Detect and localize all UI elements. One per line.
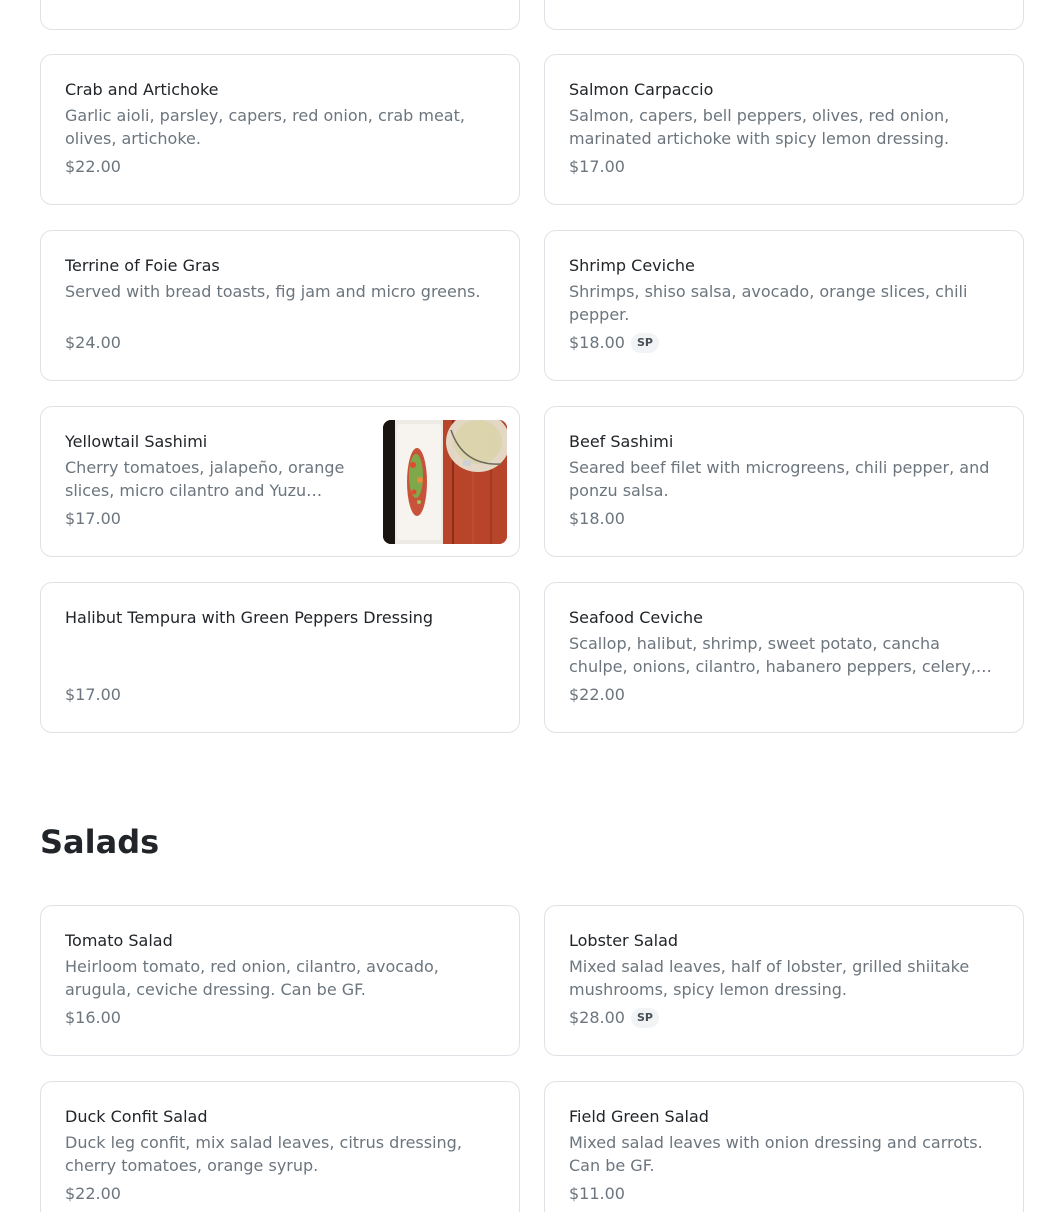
menu-item-price: $17.00 — [569, 157, 625, 176]
menu-item-title: Duck Confit Salad — [65, 1107, 208, 1126]
menu-item-title: Tomato Salad — [65, 931, 173, 950]
menu-item-description: Mixed salad leaves with onion dressing and carrots. Can be GF. — [569, 1133, 983, 1175]
section-title-salads: Salads — [40, 823, 160, 861]
menu-item-card[interactable] — [40, 582, 520, 733]
menu-item-title: Shrimp Ceviche — [569, 256, 695, 275]
menu-item-price-row — [569, 1183, 999, 1205]
menu-item-title: Lobster Salad — [569, 931, 679, 950]
menu-item-title: Crab and Artichoke — [65, 80, 219, 99]
yellowtail-sashimi-photo[interactable] — [383, 420, 507, 544]
menu-item-description: Duck leg confit, mix salad leaves, citrus dressing, cherry tomatoes, orange syrup. — [65, 1133, 462, 1175]
menu-item-price-row — [569, 508, 999, 530]
menu-item-title: Salmon Carpaccio — [569, 80, 714, 99]
menu-item-description — [65, 633, 495, 678]
menu-item-price: $17.00 — [65, 509, 121, 528]
menu-item-price-row — [65, 684, 495, 706]
menu-item-title: Beef Sashimi — [569, 432, 674, 451]
menu-item-price: $17.00 — [65, 685, 121, 704]
menu-item-price-row — [65, 156, 495, 178]
dish-photo-illustration — [383, 420, 507, 544]
menu-item-price-row — [65, 1007, 495, 1029]
menu-item-price-row — [569, 156, 999, 178]
menu-item-price-row — [65, 1183, 495, 1205]
spicy-badge: SP — [631, 333, 659, 353]
menu-item-description: Cherry tomatoes, jalapeño, orange slices, micro cilantro and Yuzu… — [65, 458, 345, 500]
menu-item-card[interactable] — [544, 230, 1024, 381]
menu-item-title: Yellowtail Sashimi — [65, 432, 208, 451]
menu-item-price: $22.00 — [569, 685, 625, 704]
menu-grid-salads — [40, 905, 1024, 1212]
menu-item-price: $24.00 — [65, 333, 121, 352]
menu-item-description: Seared beef filet with microgreens, chili pepper, and ponzu salsa. — [569, 458, 990, 500]
menu-item-card[interactable] — [40, 905, 520, 1056]
menu-item-price: $28.00 — [569, 1008, 625, 1027]
menu-item-description: Shrimps, shiso salsa, avocado, orange slices, chili pepper. — [569, 282, 968, 324]
menu-item-card[interactable] — [544, 54, 1024, 205]
menu-item-card[interactable] — [40, 54, 520, 205]
menu-item-card[interactable] — [544, 582, 1024, 733]
menu-item-price-row — [569, 684, 999, 706]
menu-item-description: Garlic aioli, parsley, capers, red onion, crab meat, olives, artichoke. — [65, 106, 465, 148]
menu-item-price-row — [569, 332, 999, 354]
menu-item-price: $22.00 — [65, 1184, 121, 1203]
menu-item-price: $18.00 — [569, 333, 625, 352]
menu-item-price: $18.00 — [569, 509, 625, 528]
menu-item-card[interactable] — [40, 1081, 520, 1212]
menu-item-card[interactable] — [40, 0, 520, 30]
menu-item-card[interactable] — [544, 1081, 1024, 1212]
menu-item-card[interactable] — [544, 905, 1024, 1056]
menu-item-description: Served with bread toasts, fig jam and micro greens. — [65, 282, 481, 301]
menu-item-price: $22.00 — [65, 157, 121, 176]
menu-item-description: Mixed salad leaves, half of lobster, grilled shiitake mushrooms, spicy lemon dressing. — [569, 957, 970, 999]
menu-item-title: Terrine of Foie Gras — [65, 256, 220, 275]
menu-item-card[interactable] — [40, 406, 520, 557]
menu-item-title: Halibut Tempura with Green Peppers Dressing — [65, 608, 434, 627]
menu-grid-top — [40, 0, 1024, 30]
menu-item-price: $16.00 — [65, 1008, 121, 1027]
menu-item-price-row — [65, 332, 495, 354]
menu-item-title: Seafood Ceviche — [569, 608, 703, 627]
menu-item-price-row — [569, 1007, 999, 1029]
menu-item-card[interactable] — [544, 0, 1024, 30]
menu-item-description: Heirloom tomato, red onion, cilantro, avocado, arugula, ceviche dressing. Can be GF. — [65, 957, 439, 999]
menu-item-price: $11.00 — [569, 1184, 625, 1203]
menu-item-title: Field Green Salad — [569, 1107, 709, 1126]
menu-item-card[interactable] — [40, 230, 520, 381]
menu-item-card[interactable] — [544, 406, 1024, 557]
menu-item-description: Scallop, halibut, shrimp, sweet potato, cancha chulpe, onions, cilantro, habanero peppers, celery,… — [569, 634, 992, 676]
menu-item-description: Salmon, capers, bell peppers, olives, red onion, marinated artichoke with spicy lemon dressing. — [569, 106, 950, 148]
menu-grid-appetizers — [40, 54, 1024, 733]
spicy-badge: SP — [631, 1008, 659, 1028]
